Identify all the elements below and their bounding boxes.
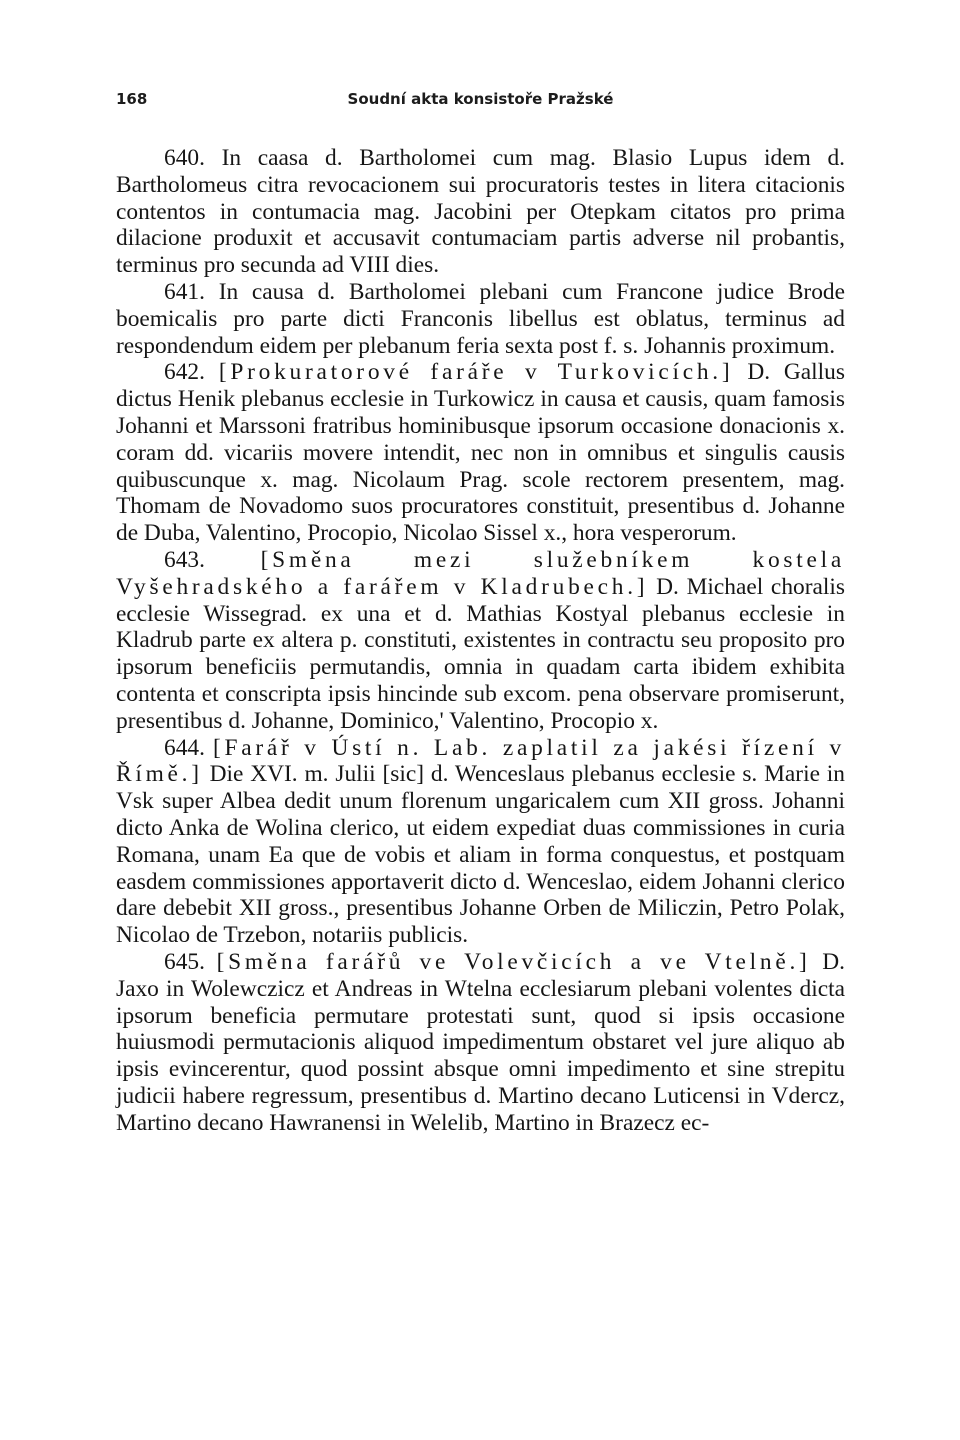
entry-heading: [Směna mezi služebníkem kostela Vyšehradského a farářem v Kladrubech.] <box>116 546 845 600</box>
entry-number: 642. <box>164 359 205 386</box>
entry-643 <box>116 547 845 735</box>
entry-number: 645. <box>164 948 205 975</box>
entry-number: 643. <box>164 546 205 573</box>
entry-text: In caasa d. Bartholomei cum mag. Blasio Lupus idem d. Bartholomeus citra revocacionem sui procuratoris testes in litera citacionis contentos in contumacia mag. Jacobini per Otepkam citatos pro prima dilacione produxit et accusavit contumaciam partis adverse nil probantis, terminus pro secunda ad VIII dies. <box>116 145 845 279</box>
entry-number: 640. <box>164 145 205 171</box>
entry-number: 644. <box>164 734 205 761</box>
entry-642 <box>116 359 845 547</box>
page-number: 168 <box>116 90 148 108</box>
running-header <box>116 90 845 114</box>
entry-text: D. Gallus dictus Henik plebanus ecclesie in Turkowicz in causa et causis, quam famosis Johanni et Marssoni fratribus hominibusque ipsorum occasione donacionis x. coram dd. vicariis movere intendit, nec non in omnibus et singulis causis quibuscunque x. mag. Nicolaum Prag. scole rectorem presentem, mag. Thomam de Novadomo suos procuratores constituit, presentibus d. Johanne de Duba, Valentino, Procopio, Nicolao Sissel x., hora vesperorum. <box>116 359 845 547</box>
entry-number: 641. <box>164 278 205 305</box>
entry-text: D. Michael choralis ecclesie Wissegrad. ex una et d. Mathias Kostyal plebanus ecclesie in Kladrub parte ex altera p. constituti, existentes in contractu seu proposito pro ipsorum beneficiis permutandis, omnia in quadam carta ibidem exhibita contenta et conscripta ipsis hincinde sub excom. pena observare promiserunt, presentibus d. Johanne, Dominico,' Valentino, Procopio x. <box>116 573 845 734</box>
running-title: Soudní akta konsistoře Pražské <box>347 90 614 108</box>
entry-text: In causa d. Bartholomei plebani cum Francone judice Brode boemicalis pro parte dicti Franconis libellus est oblatus, terminus ad respondendum eidem per plebanum feria sexta post f. s. Johannis proximum. <box>116 278 845 359</box>
entry-heading: [Prokuratorové faráře v Turkovicích.] <box>218 359 734 386</box>
entry-641 <box>116 279 845 359</box>
entry-640 <box>116 145 845 279</box>
entry-645 <box>116 949 845 1137</box>
entry-heading: [Směna farářů ve Volevčicích a ve Vtelně.] <box>216 948 811 975</box>
entry-text: D. Jaxo in Wolewczicz et Andreas in Wtelna ecclesiarum plebani volentes dicta ipsorum beneficia permutare protestati sunt, quod si ipsis occasione huiusmodi permutacionis aliquod impedimentum obstaret vel jure aliquo ab ipsis evincerentur, quod possint absque omni impedimento et sine strepitu judicii habere regressum, presentibus d. Martino decano Luticensi in Vdercz, Martino decano Hawranensi in Welelib, Martino in Brazecz ec- <box>116 948 845 1136</box>
entry-text: Die XVI. m. Julii [sic] d. Wenceslaus plebanus ecclesie s. Marie in Vsk super Albea dedit unum florenum ungaricalem cum XII gross. Johanni dicto Anka de Wolina clerico, ut eidem expediat duas commissiones in curia Romana, unam Ea que de vobis et aliam in forma conquestus, et postquam easdem commissiones apportaverit dicto d. Wenceslao, eidem Johanni clerico dare debebit XII gross., presentibus Johanne Orben de Miliczin, Petro Polak, Nicolao de Trzebon, notariis publicis. <box>116 761 845 949</box>
entry-heading: [Farář v Ústí n. Lab. zaplatil za jakési řízení v Římě.] <box>116 734 845 788</box>
entry-644 <box>116 735 845 949</box>
document-body <box>116 145 845 1136</box>
